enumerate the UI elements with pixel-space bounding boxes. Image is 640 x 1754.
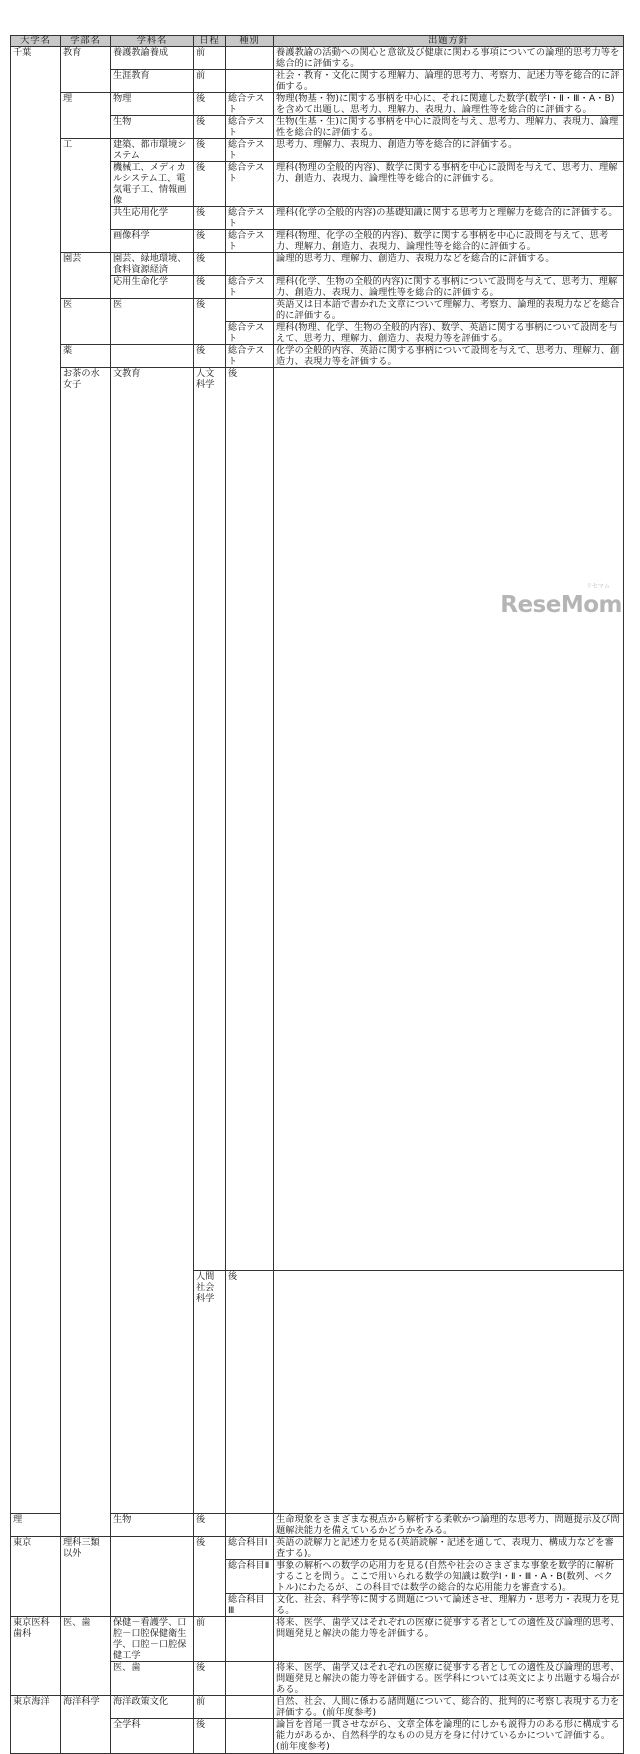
watermark-subtitle: リセマム <box>586 583 610 590</box>
department-cell: 医 <box>111 299 194 345</box>
table-row <box>11 1696 624 1719</box>
header-policy: 出題方針 <box>274 36 624 47</box>
department-cell: 画像科学 <box>111 230 194 253</box>
faculty-cell: 理 <box>61 93 111 139</box>
schedule-cell: 後 <box>226 1271 274 1514</box>
university-cell: 東京医科歯科 <box>11 1617 61 1696</box>
policy-cell: 養護教諭の活動への関心と意欲及び健康に関わる事項についての論理的思考力等を総合的に評価する。 <box>274 47 624 70</box>
table-header-row <box>11 36 624 47</box>
exam-type-cell <box>226 1617 274 1662</box>
exam-type-cell <box>226 1719 274 1754</box>
department-cell <box>111 1537 194 1617</box>
schedule-cell: 後 <box>194 1719 226 1754</box>
schedule-cell: 後 <box>194 1662 226 1696</box>
faculty-cell: 教育 <box>61 47 111 93</box>
header-type: 種別 <box>226 36 274 47</box>
schedule-cell: 後 <box>194 207 226 230</box>
department-cell: 人間社会科学 <box>194 1271 226 1514</box>
policy-cell: 理科(物理、化学、生物の全般的内容)、数学、英語に関する事柄について設問を与えて、思考力、理解力、創造力、表現力等を評価する。 <box>274 322 624 345</box>
department-cell: 海洋政策文化 <box>111 1696 194 1719</box>
schedule-cell: 後 <box>194 93 226 116</box>
policy-cell: 理科(化学の全般的内容)の基礎知識に関する思考力と理解力を総合的に評価する。 <box>274 207 624 230</box>
exam-type-cell: 総合テスト <box>226 230 274 253</box>
exam-type-cell: 総合テスト <box>226 93 274 116</box>
department-cell: 応用生命化学 <box>111 276 194 299</box>
exam-type-cell: 総合テスト <box>226 345 274 368</box>
exam-type-cell: 総合テスト <box>226 139 274 162</box>
header-schedule: 日程 <box>194 36 226 47</box>
university-cell: 東京海洋 <box>11 1696 61 1754</box>
table-row <box>11 93 624 116</box>
table-row <box>11 1537 624 1560</box>
policy-cell: 生命現象をさまざまな視点から解析する柔軟かつ論理的な思考力、問題提示及び問題解決能力を備えているかどうかをみる。 <box>274 1514 624 1537</box>
department-cell: 人文科学 <box>194 368 226 1271</box>
table-row <box>11 139 624 162</box>
schedule-cell: 後 <box>194 162 226 207</box>
exam-type-cell: 総合テスト <box>226 276 274 299</box>
schedule-cell: 後 <box>226 368 274 1271</box>
policy-cell: 将来、医学、歯学又はそれぞれの医療に従事する者としての適性及び論理的思考、問題発見と解決の能力等を評価する。医学科については英文により出題する場合がある。 <box>274 1662 624 1696</box>
policy-cell: 社会・教育・文化に関する理解力、論理的思考力、考察力、記述力等を総合的に評価する。 <box>274 70 624 93</box>
faculty-cell: 園芸 <box>61 253 111 299</box>
university-cell: お茶の水女子 <box>61 368 111 1537</box>
university-cell: 東京 <box>11 1537 61 1617</box>
table-row <box>11 1617 624 1662</box>
resemom-watermark-logo: ReseMom <box>500 592 622 618</box>
department-cell: 物理 <box>111 93 194 116</box>
schedule-cell: 前 <box>194 70 226 93</box>
exam-type-cell <box>226 70 274 93</box>
faculty-cell: 海洋科学 <box>61 1696 111 1754</box>
faculty-cell: 薬 <box>61 345 111 368</box>
exam-type-cell: 総合テスト <box>226 322 274 345</box>
header-university: 大学名 <box>11 36 61 47</box>
policy-cell: 物理(物基・物)に関する事柄を中心に、それに関連した数学(数学Ⅰ・Ⅱ・Ⅲ・A・B)を含めて出題し、思考力、理解力、表現力、論理性等を総合的に評価する。 <box>274 93 624 116</box>
exam-type-cell <box>226 47 274 70</box>
table-row <box>11 253 624 276</box>
department-cell: 生物 <box>111 1514 194 1537</box>
schedule-cell: 後 <box>194 116 226 139</box>
policy-cell: 英語の読解力と記述力を見る(英語読解・記述を通して、表現力、構成力などを審査する)。 <box>274 1537 624 1560</box>
schedule-cell: 後 <box>194 1537 226 1617</box>
department-cell: 機械工、メディカルシステム工、電気電子工、情報画像 <box>111 162 194 207</box>
schedule-cell: 後 <box>194 345 226 368</box>
schedule-cell: 後 <box>194 139 226 162</box>
department-cell: 養護教諭養成 <box>111 47 194 70</box>
header-department: 学科名 <box>111 36 194 47</box>
faculty-cell: 理 <box>11 1514 61 1537</box>
faculty-cell: 理科三類以外 <box>61 1537 111 1617</box>
exam-type-cell: 総合科目Ⅱ <box>226 1560 274 1594</box>
university-cell: 千葉 <box>11 47 61 1514</box>
policy-cell: 事象の解析への数学の応用力を見る(自然や社会のさまざまな事象を数学的に解析することを問う。ここで用いられる数学の知識は数学Ⅰ・Ⅱ・Ⅲ・A・B(数列、ベクトル)にわたるが、この科目では数学の総合的な応用能力を審査する)。 <box>274 1560 624 1594</box>
entrance-exam-policy-table <box>10 35 624 1754</box>
policy-cell: 理科(物理、化学の全般的内容)、数学に関する事柄を中心に設問を与えて、思考力、理解力、創造力、表現力、論理性等を総合的に評価する。 <box>274 230 624 253</box>
department-cell <box>111 345 194 368</box>
schedule-cell: 後 <box>194 299 226 345</box>
exam-type-cell <box>226 1662 274 1696</box>
policy-cell: 英語又は日本語で書かれた文章について理解力、考察力、論理的表現力などを総合的に評価する。 <box>274 299 624 322</box>
exam-type-cell <box>226 1696 274 1719</box>
exam-type-cell: 総合テスト <box>226 162 274 207</box>
policy-cell: 化学の全般的内容、英語に関する事柄について設問を与えて、思考力、理解力、創造力、表現力等を評価する。 <box>274 345 624 368</box>
policy-cell: 論旨を首尾一貫させながら、文章全体を論理的にしかも説得力のある形に構成する能力があるか、自然科学的なものの見方を身に付けているかについて評価する。(前年度参考) <box>274 1719 624 1754</box>
header-faculty: 学部名 <box>61 36 111 47</box>
exam-type-cell <box>226 299 274 322</box>
table-row <box>11 299 624 322</box>
schedule-cell: 前 <box>194 1696 226 1719</box>
department-cell: 生涯教育 <box>111 70 194 93</box>
exam-type-cell <box>226 1514 274 1537</box>
policy-cell: 理科(化学、生物の全般的内容)に関する事柄について設問を与えて、思考力、理解力、創造力、表現力、論理性等を総合的に評価する。 <box>274 276 624 299</box>
schedule-cell: 後 <box>194 276 226 299</box>
schedule-cell: 後 <box>194 253 226 276</box>
department-cell: 園芸、緑地環境、食料資源経済 <box>111 253 194 276</box>
policy-cell: 文化、社会、科学等に関する問題について論述させ、理解力・思考力・表現力を見る。 <box>274 1594 624 1617</box>
policy-cell: 理科(物理の全般的内容)、数学に関する事柄を中心に設問を与えて、思考力、理解力、創造力、表現力、論理性等を総合的に評価する。 <box>274 162 624 207</box>
schedule-cell: 後 <box>194 1514 226 1537</box>
department-cell: 生物 <box>111 116 194 139</box>
exam-type-cell: 総合テスト <box>226 116 274 139</box>
faculty-cell: 医 <box>61 299 111 345</box>
table-row <box>11 47 624 70</box>
table-row <box>11 345 624 368</box>
exam-type-cell: 総合テスト <box>226 207 274 230</box>
policy-cell: 論理的思考力、理解力、創造力、表現力などを総合的に評価する。 <box>274 253 624 276</box>
policy-cell: 思考力、理解力、表現力、創造力等を総合的に評価する。 <box>274 139 624 162</box>
faculty-cell: 文教育 <box>111 368 194 1514</box>
table-body <box>11 47 624 1754</box>
policy-cell: 生物(生基・生)に関する事柄を中心に設問を与え、思考力、理解力、表現力、論理性を総合的に評価する。 <box>274 116 624 139</box>
faculty-cell: 工 <box>61 139 111 253</box>
department-cell: 保健－看護学、口腔－口腔保健衛生学、口腔－口腔保健工学 <box>111 1617 194 1662</box>
table-row <box>11 368 624 1271</box>
schedule-cell: 後 <box>194 230 226 253</box>
policy-cell: 自然、社会、人間に係わる諸問題について、総合的、批判的に考察し表現する力を評価する。(前年度参考) <box>274 1696 624 1719</box>
exam-type-cell <box>226 253 274 276</box>
exam-type-cell: 総合科目Ⅲ <box>226 1594 274 1617</box>
schedule-cell: 前 <box>194 1617 226 1662</box>
department-cell: 全学科 <box>111 1719 194 1754</box>
department-cell: 医、歯 <box>111 1662 194 1696</box>
policy-cell: 将来、医学、歯学又はそれぞれの医療に従事する者としての適性及び論理的思考、問題発見と解決の能力等を評価する。 <box>274 1617 624 1662</box>
schedule-cell: 前 <box>194 47 226 70</box>
department-cell: 建築、都市環境システム <box>111 139 194 162</box>
department-cell: 共生応用化学 <box>111 207 194 230</box>
faculty-cell: 医、歯 <box>61 1617 111 1696</box>
exam-type-cell <box>274 1271 624 1514</box>
exam-type-cell: 総合科目Ⅰ <box>226 1537 274 1560</box>
exam-type-cell <box>274 368 624 1271</box>
